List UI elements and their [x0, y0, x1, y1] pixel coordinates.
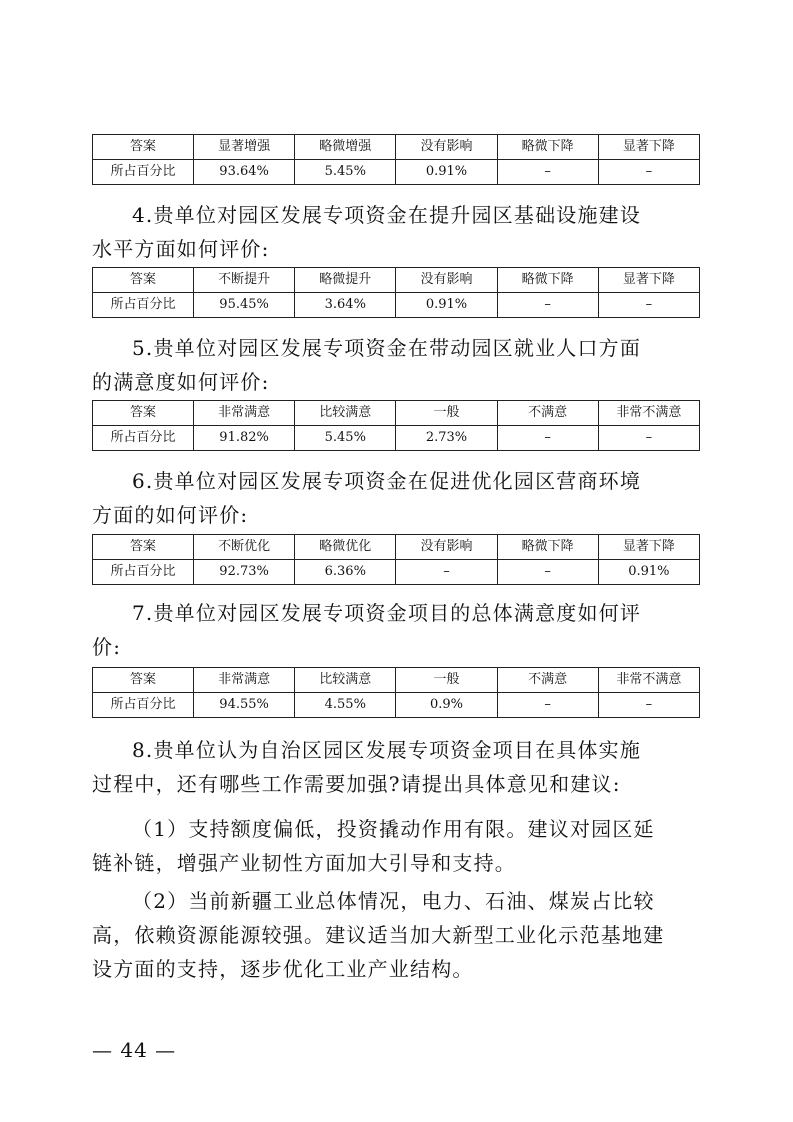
table-cell: 没有影响 [396, 135, 497, 160]
table-cell: – [598, 426, 699, 451]
question-line: 的满意度如何评价: [92, 370, 270, 394]
table-cell: 显著下降 [598, 135, 699, 160]
table-cell: 略微提升 [295, 268, 396, 293]
table-cell: 4.55% [295, 693, 396, 718]
table-cell: 93.64% [194, 160, 295, 185]
table-cell: 显著增强 [194, 135, 295, 160]
table-cell: 答案 [93, 268, 194, 293]
table-cell: 略微优化 [295, 535, 396, 560]
question-line: 过程中，还有哪些工作需要加强?请提出具体意见和建议: [92, 772, 621, 796]
suggestion-line: （2）当前新疆工业总体情况，电力、石油、煤炭占比较 [132, 889, 655, 913]
question-line: 价: [92, 635, 122, 659]
table-cell: – [396, 560, 497, 585]
table-row [93, 693, 700, 718]
table-cell: 没有影响 [396, 268, 497, 293]
question-line: 8.贵单位认为自治区园区发展专项资金项目在具体实施 [132, 738, 642, 762]
table-cell: 一般 [396, 668, 497, 693]
suggestion-line: （1）支持额度偏低，投资撬动作用有限。建议对园区延 [132, 817, 655, 841]
table-cell: 所占百分比 [93, 693, 194, 718]
table-cell: 略微下降 [497, 268, 598, 293]
table-cell: 略微下降 [497, 135, 598, 160]
table-cell: 没有影响 [396, 535, 497, 560]
table-cell: 非常满意 [194, 401, 295, 426]
table-cell: 6.36% [295, 560, 396, 585]
table-cell: 比较满意 [295, 401, 396, 426]
suggestion-line: 高，依赖资源能源较强。建议适当加大新型工业化示范基地建 [92, 923, 665, 947]
table-cell: 答案 [93, 535, 194, 560]
table-cell: 0.91% [396, 160, 497, 185]
table-cell: – [598, 160, 699, 185]
suggestion-line: 设方面的支持，逐步优化工业产业结构。 [92, 957, 474, 981]
table-cell: 92.73% [194, 560, 295, 585]
survey-table-q3 [92, 134, 700, 185]
table-cell: 非常不满意 [598, 668, 699, 693]
table-header-row [93, 268, 700, 293]
table-cell: 5.45% [295, 426, 396, 451]
table-cell: 非常满意 [194, 668, 295, 693]
survey-table-q4 [92, 267, 700, 318]
question-7 [92, 598, 700, 662]
table-header-row [93, 668, 700, 693]
survey-table-q5 [92, 400, 700, 451]
table-cell: 答案 [93, 401, 194, 426]
table-cell: – [598, 293, 699, 318]
suggestion-2 [92, 886, 700, 984]
table-cell: 5.45% [295, 160, 396, 185]
table-cell: – [497, 426, 598, 451]
table-cell: – [497, 560, 598, 585]
table-cell: 所占百分比 [93, 426, 194, 451]
survey-table-q7 [92, 667, 700, 718]
table-cell: 所占百分比 [93, 293, 194, 318]
table-cell: 所占百分比 [93, 560, 194, 585]
table-cell: 不断优化 [194, 535, 295, 560]
suggestion-line: 链补链，增强产业韧性方面加大引导和支持。 [92, 851, 516, 875]
suggestion-1 [92, 814, 700, 878]
table-cell: 91.82% [194, 426, 295, 451]
question-line: 方面的如何评价: [92, 503, 249, 527]
table-cell: – [598, 693, 699, 718]
table-cell: 所占百分比 [93, 160, 194, 185]
question-line: 水平方面如何评价: [92, 237, 270, 261]
table-cell: 不满意 [497, 401, 598, 426]
question-6 [92, 466, 700, 530]
question-line: 5.贵单位对园区发展专项资金在带动园区就业人口方面 [132, 336, 642, 360]
table-cell: 0.91% [598, 560, 699, 585]
table-cell: – [497, 293, 598, 318]
table-header-row [93, 135, 700, 160]
table-cell: 非常不满意 [598, 401, 699, 426]
table-cell: 略微下降 [497, 535, 598, 560]
table-cell: – [497, 160, 598, 185]
table-cell: 显著下降 [598, 268, 699, 293]
table-row [93, 426, 700, 451]
page-number: — 44 — [92, 1038, 177, 1062]
question-line: 7.贵单位对园区发展专项资金项目的总体满意度如何评 [132, 601, 642, 625]
question-line: 6.贵单位对园区发展专项资金在促进优化园区营商环境 [132, 469, 642, 493]
table-row [93, 160, 700, 185]
table-header-row [93, 535, 700, 560]
question-5 [92, 333, 700, 397]
question-8 [92, 735, 700, 799]
table-cell: 0.9% [396, 693, 497, 718]
table-cell: 略微增强 [295, 135, 396, 160]
table-cell: – [497, 693, 598, 718]
table-cell: 一般 [396, 401, 497, 426]
question-4 [92, 200, 700, 264]
table-cell: 不断提升 [194, 268, 295, 293]
table-cell: 3.64% [295, 293, 396, 318]
table-row [93, 560, 700, 585]
table-cell: 94.55% [194, 693, 295, 718]
table-cell: 2.73% [396, 426, 497, 451]
table-cell: 不满意 [497, 668, 598, 693]
table-header-row [93, 401, 700, 426]
table-cell: 答案 [93, 668, 194, 693]
table-cell: 95.45% [194, 293, 295, 318]
survey-table-q6 [92, 534, 700, 585]
question-line: 4.贵单位对园区发展专项资金在提升园区基础设施建设 [132, 203, 642, 227]
table-cell: 0.91% [396, 293, 497, 318]
table-cell: 比较满意 [295, 668, 396, 693]
table-cell: 答案 [93, 135, 194, 160]
table-row [93, 293, 700, 318]
table-cell: 显著下降 [598, 535, 699, 560]
